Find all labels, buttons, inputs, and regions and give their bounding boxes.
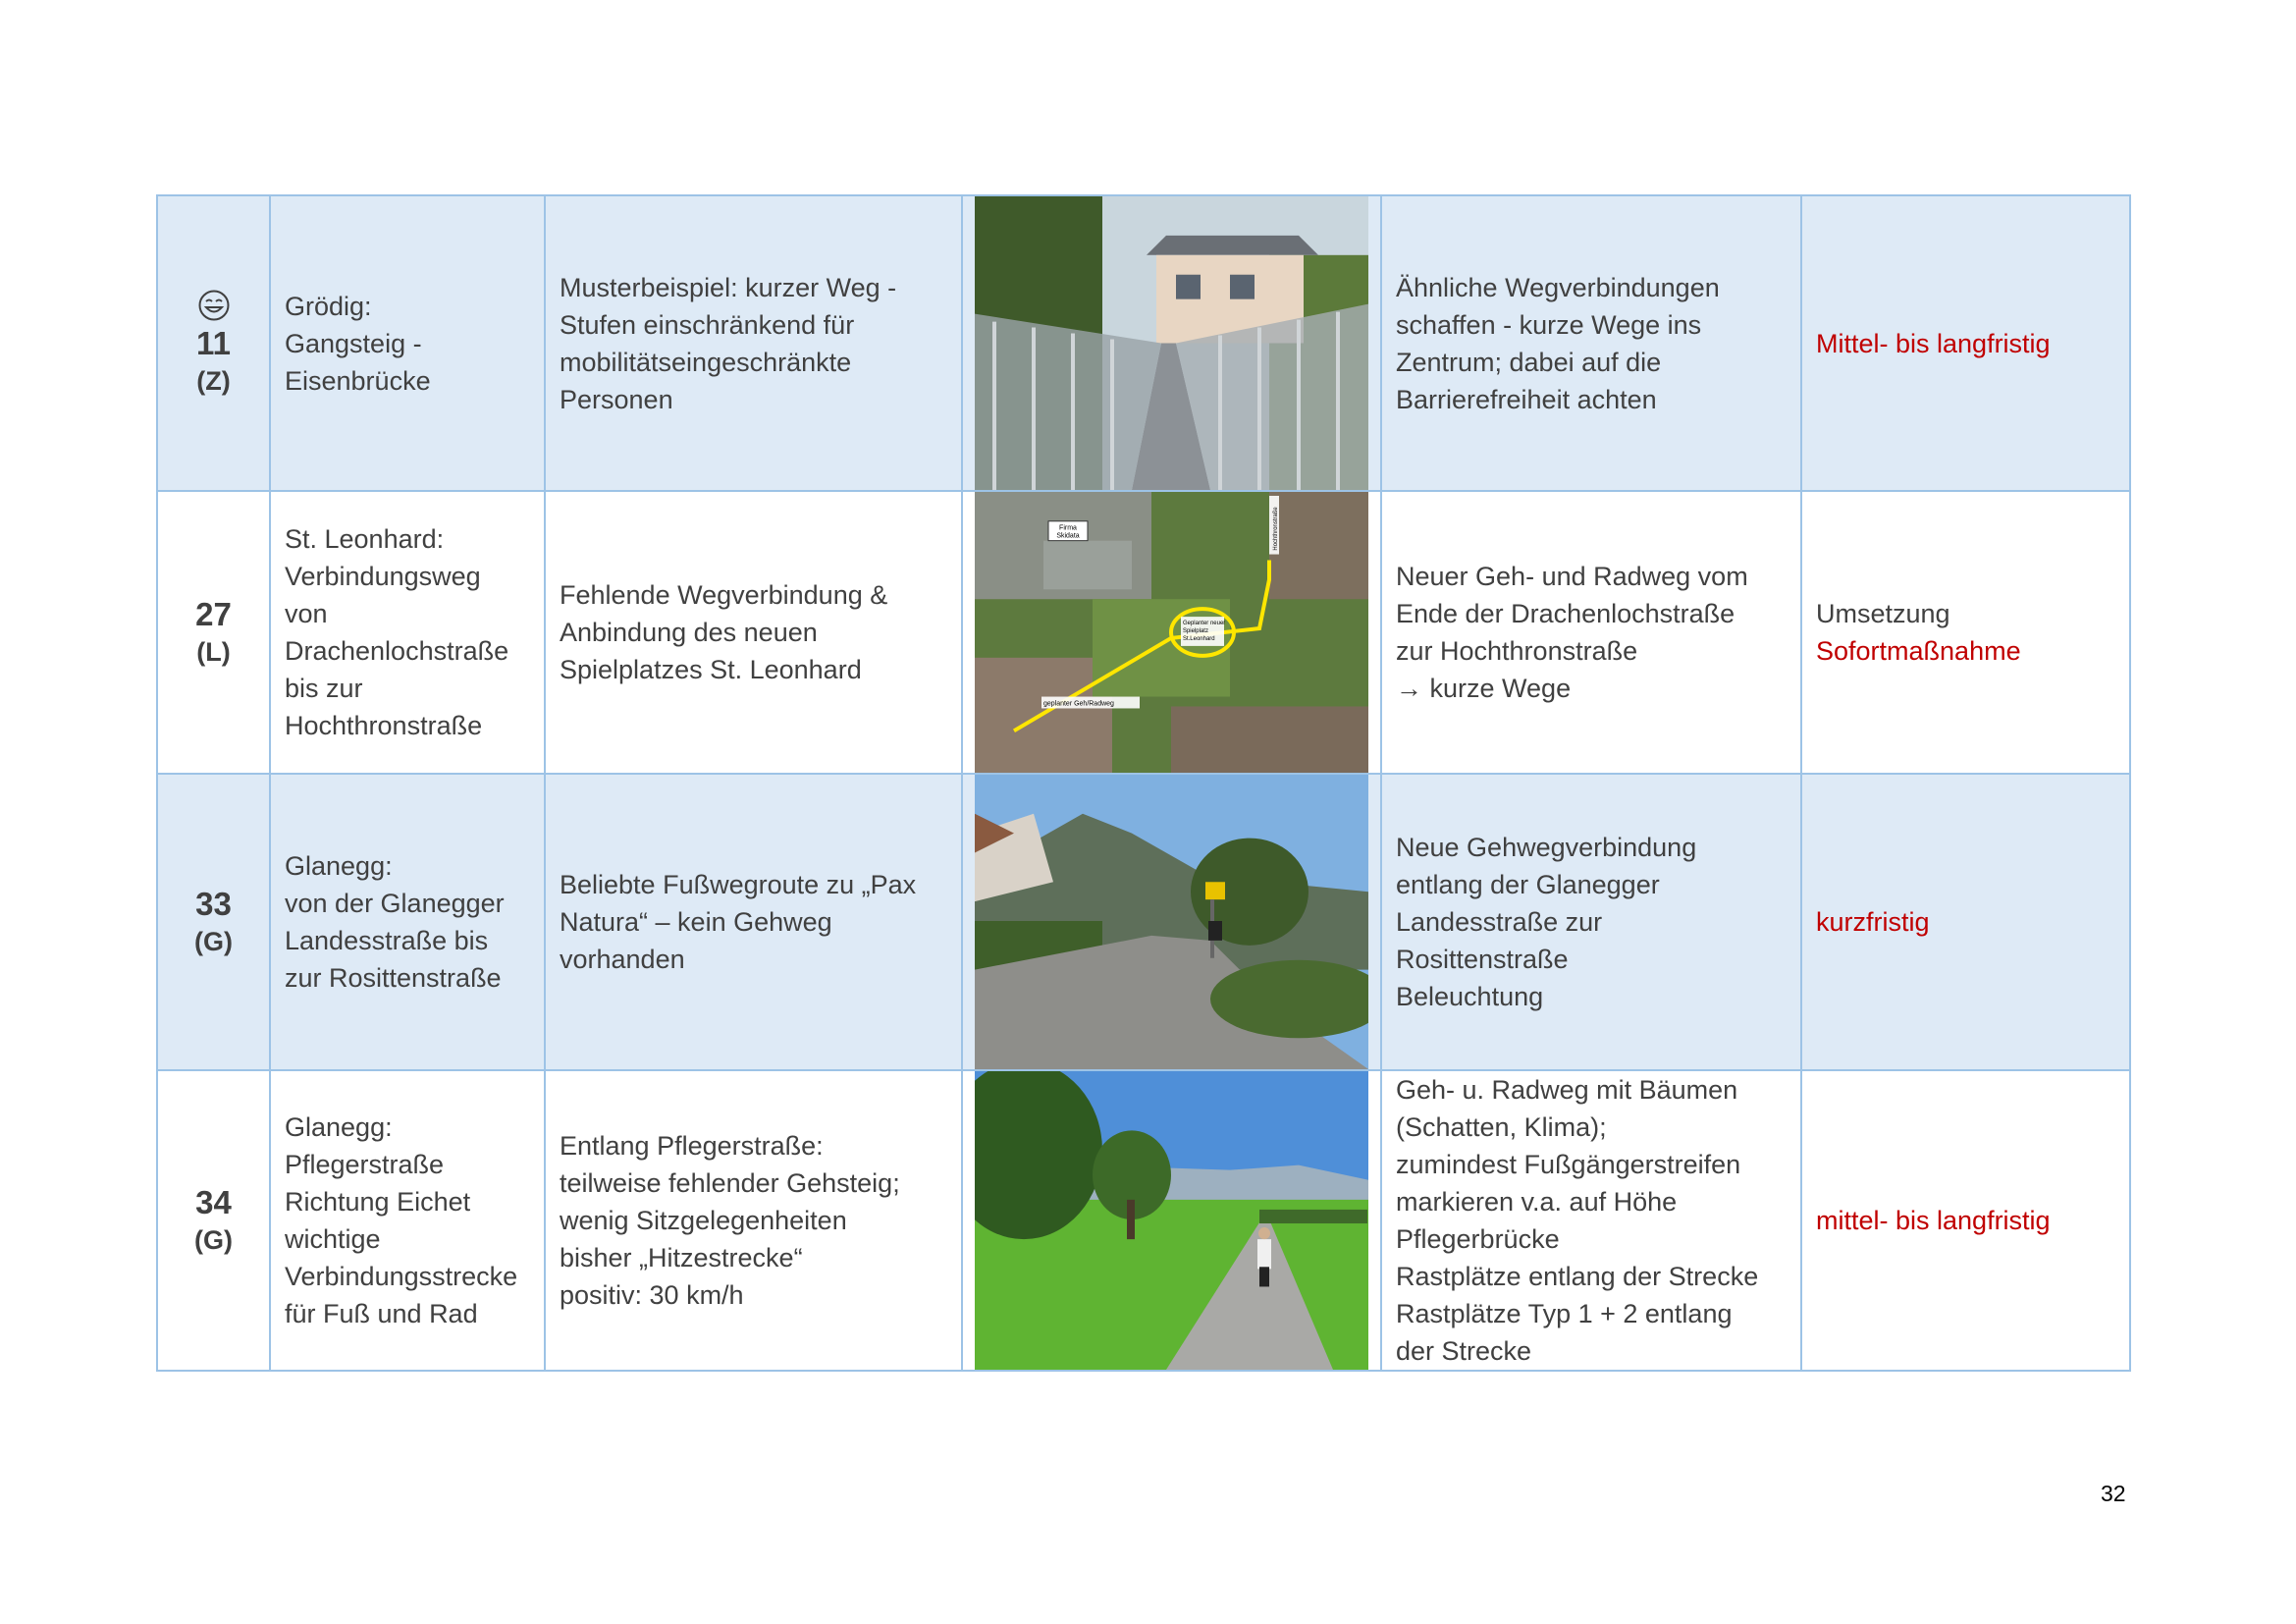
problem-line: Entlang Pflegerstraße: [560, 1131, 824, 1161]
measure-line: Neue Gehwegverbindung [1396, 833, 1697, 862]
location-line: von [285, 599, 328, 628]
row-number-cell [157, 491, 270, 774]
map-label-firm: Firma [1059, 524, 1077, 532]
aerial-map [975, 492, 1368, 773]
measures-table [156, 194, 2131, 1372]
measure-line: schaffen - kurze Wege ins [1396, 309, 1702, 340]
problem-line: vorhanden [560, 945, 685, 974]
problem-line: teilweise fehlender Gehsteig; [560, 1168, 900, 1198]
problem-line: Musterbeispiel: kurzer Weg - [560, 272, 897, 302]
timeframe-cell [1801, 774, 2130, 1070]
table-row [157, 195, 2130, 491]
photo-cell [962, 1070, 1381, 1371]
measure-line: zur Hochthronstraße [1396, 636, 1638, 666]
table-row [157, 774, 2130, 1070]
location-line: Richtung Eichet [285, 1187, 471, 1217]
measure-line: (Schatten, Klima); [1396, 1112, 1607, 1142]
map-label-street: Hochthronstraße [1272, 507, 1280, 551]
row-number-cell [157, 195, 270, 491]
timeframe-prefix: Umsetzung [1816, 599, 1950, 628]
row-number-cell [157, 1070, 270, 1371]
measure-line: Pflegerbrücke [1396, 1224, 1560, 1254]
problem-line: Anbindung des neuen [560, 618, 818, 647]
measure-line: Geh- u. Radweg mit Bäumen [1396, 1075, 1738, 1105]
location-line: Verbindungsweg [285, 562, 481, 591]
location-cell [270, 195, 545, 491]
problem-cell [545, 491, 962, 774]
location-line: Landesstraße bis [285, 926, 489, 955]
problem-line: Spielplatzes St. Leonhard [560, 655, 862, 684]
problem-line: wenig Sitzgelegenheiten [560, 1206, 847, 1235]
location-line: von der Glanegger [285, 889, 505, 918]
measure-line: entlang der Glanegger [1396, 870, 1660, 899]
location-line: Eisenbrücke [285, 365, 431, 396]
measure-line: der Strecke [1396, 1336, 1532, 1366]
measure-line: Ende der Drachenlochstraße [1396, 599, 1735, 628]
timeframe: mittel- bis langfristig [1816, 1206, 2051, 1235]
measure-line: Rastplätze entlang der Strecke [1396, 1262, 1759, 1291]
timeframe: kurzfristig [1816, 907, 1930, 937]
timeframe-cell [1801, 1070, 2130, 1371]
problem-cell [545, 774, 962, 1070]
problem-line: Fehlende Wegverbindung & [560, 580, 888, 610]
photo-cell [962, 491, 1381, 774]
photo-cell [962, 774, 1381, 1070]
measure-line: Beleuchtung [1396, 982, 1544, 1011]
location-line: Verbindungsstrecke [285, 1262, 518, 1291]
row-number: 11 [196, 324, 231, 361]
problem-line: positiv: 30 km/h [560, 1280, 744, 1310]
measure-line: Rastplätze Typ 1 + 2 entlang [1396, 1299, 1733, 1328]
smiley-icon [197, 289, 231, 322]
measure-line: Barrierefreiheit achten [1396, 384, 1657, 414]
row-number: 27 [195, 596, 232, 632]
row-letter: (G) [194, 927, 233, 956]
location-line: Glanegg: [285, 851, 393, 881]
location-line: bis zur [285, 674, 363, 703]
table-row [157, 1070, 2130, 1371]
cycle-path-photo [975, 1071, 1368, 1370]
problem-line: Natura“ – kein Gehweg [560, 907, 832, 937]
location-line: Grödig: [285, 291, 372, 321]
measure-line: Landesstraße zur [1396, 907, 1603, 937]
measure-line [1396, 670, 1787, 707]
measure-line: Neuer Geh- und Radweg vom [1396, 562, 1748, 591]
timeframe: Sofortmaßnahme [1816, 636, 2021, 666]
location-line: Drachenlochstraße [285, 636, 509, 666]
row-letter: (G) [194, 1225, 233, 1255]
map-label-playground: Spielplatz [1183, 628, 1208, 634]
location-cell [270, 774, 545, 1070]
page-number: 32 [2101, 1481, 2126, 1506]
location-line: Hochthronstraße [285, 711, 483, 740]
timeframe-cell [1801, 195, 2130, 491]
measure-cell [1381, 195, 1801, 491]
row-number: 34 [195, 1184, 232, 1220]
location-line: Glanegg: [285, 1112, 393, 1142]
location-line: St. Leonhard: [285, 524, 445, 554]
arrow-right-icon: → [1396, 674, 1422, 703]
map-label-playground: St.Leonhard [1183, 635, 1215, 642]
location-cell [270, 491, 545, 774]
row-number-cell [157, 774, 270, 1070]
row-letter: (Z) [196, 365, 231, 396]
row-letter: (L) [196, 637, 231, 667]
table-row [157, 491, 2130, 774]
measure-line: Zentrum; dabei auf die [1396, 347, 1662, 377]
measure-cell [1381, 1070, 1801, 1371]
photo-cell [962, 195, 1381, 491]
problem-line: bisher „Hitzestrecke“ [560, 1243, 803, 1272]
measure-line: Ähnliche Wegverbindungen [1396, 272, 1720, 302]
problem-line: mobilitätseingeschränkte [560, 347, 852, 377]
measure-cell [1381, 491, 1801, 774]
measure-cell [1381, 774, 1801, 1070]
timeframe-cell [1801, 491, 2130, 774]
location-line: Gangsteig - [285, 328, 422, 358]
problem-line: Stufen einschränkend für [560, 309, 855, 340]
map-label-playground: Geplanter neuer [1183, 621, 1226, 627]
timeframe: Mittel- bis langfristig [1816, 328, 2051, 358]
location-line: für Fuß und Rad [285, 1299, 478, 1328]
location-line: wichtige [285, 1224, 381, 1254]
measure-line: markieren v.a. auf Höhe [1396, 1187, 1678, 1217]
road-photo [975, 775, 1368, 1069]
measure-text: kurze Wege [1429, 674, 1572, 703]
location-line: zur Rosittenstraße [285, 963, 502, 993]
map-label-path: geplanter Geh/Radweg [1043, 700, 1114, 708]
map-label-firm: Skidata [1056, 532, 1080, 540]
bridge-photo [975, 196, 1368, 490]
problem-cell [545, 1070, 962, 1371]
problem-line: Personen [560, 384, 673, 414]
location-cell [270, 1070, 545, 1371]
measure-line: zumindest Fußgängerstreifen [1396, 1150, 1741, 1179]
row-number: 33 [195, 886, 232, 922]
problem-cell [545, 195, 962, 491]
measure-line: Rosittenstraße [1396, 945, 1569, 974]
problem-line: Beliebte Fußwegroute zu „Pax [560, 870, 917, 899]
location-line: Pflegerstraße [285, 1150, 445, 1179]
